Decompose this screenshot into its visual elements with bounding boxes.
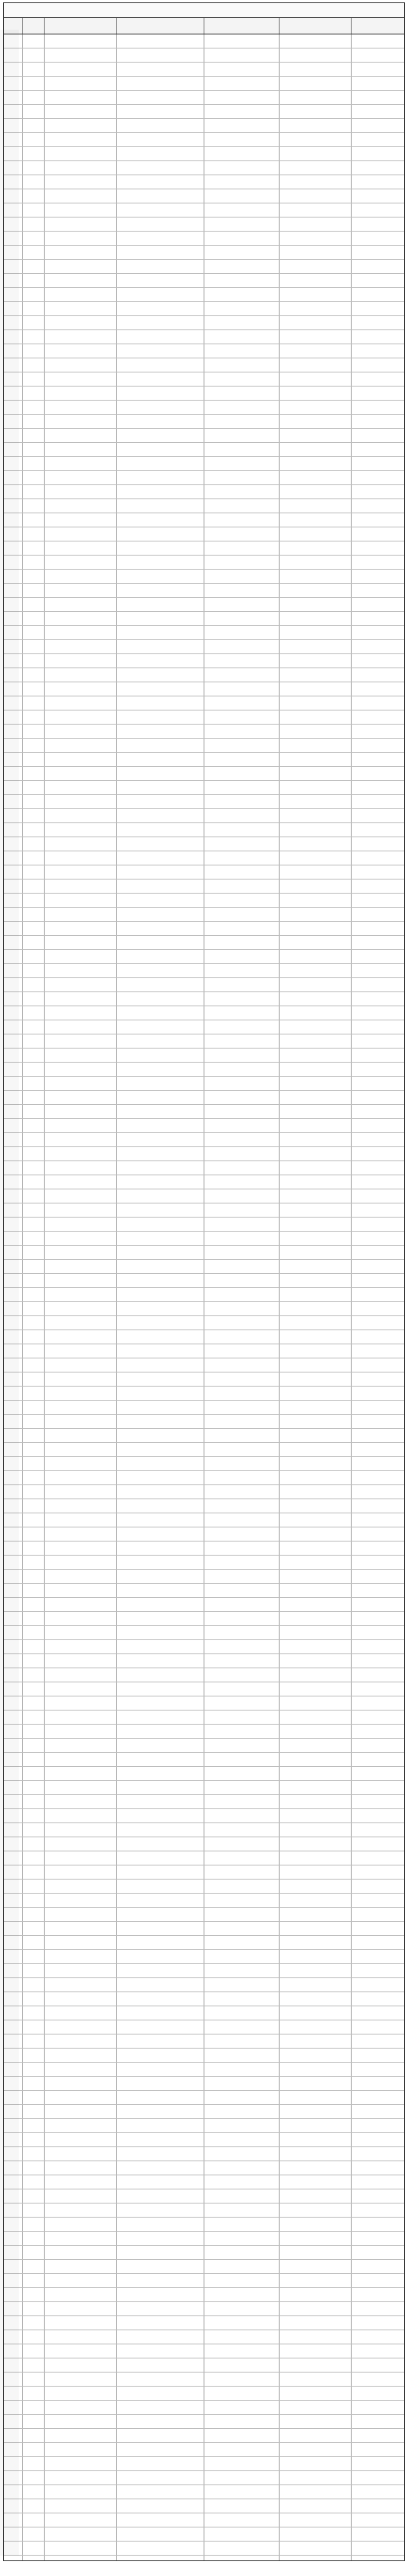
header-row xyxy=(3,17,405,34)
header-cell-3 xyxy=(45,18,117,34)
title-band xyxy=(3,2,405,17)
header-cell-7 xyxy=(352,18,404,34)
table-grid xyxy=(3,34,405,2561)
header-cell-5 xyxy=(204,18,280,34)
row-index-strip xyxy=(0,30,19,2556)
header-cell-2 xyxy=(23,18,45,34)
header-cell-4 xyxy=(117,18,204,34)
header-cell-6 xyxy=(280,18,352,34)
